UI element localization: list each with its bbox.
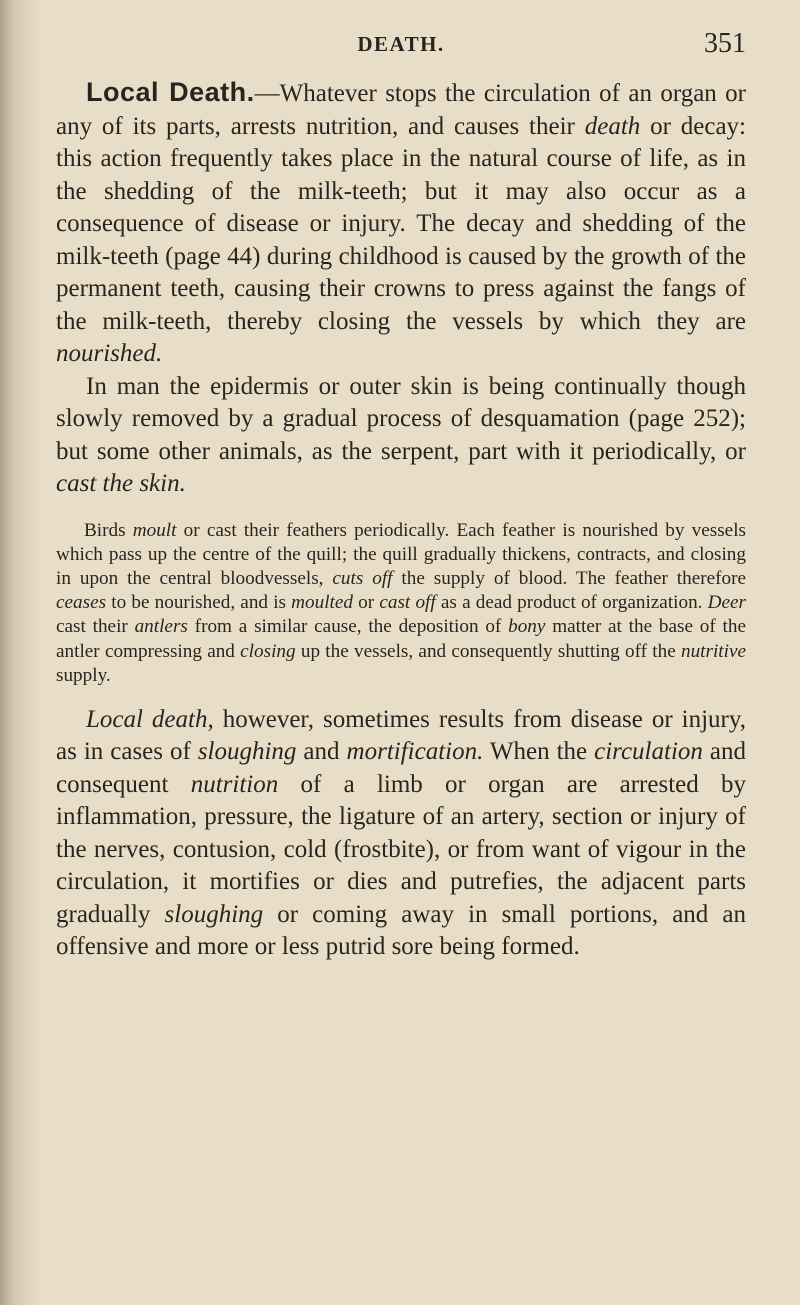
- text-span: cast their: [56, 616, 135, 638]
- text-span: supply.: [56, 664, 111, 686]
- page-number: 351: [704, 28, 746, 59]
- paragraph-local-death: [56, 76, 746, 371]
- italic-span: nourished.: [56, 340, 163, 367]
- italic-span: bony: [508, 616, 546, 638]
- text-span: as a dead product of organization.: [435, 592, 708, 614]
- text-span: and consequent: [56, 738, 746, 798]
- text-span: Birds: [84, 519, 133, 541]
- italic-span: Deer: [707, 592, 747, 614]
- italic-span: moult: [132, 519, 177, 541]
- text-span: and: [296, 738, 347, 766]
- paragraph-birds-moult: [56, 519, 746, 688]
- text-span: to be nourished, and is: [106, 592, 292, 614]
- italic-span: Local death,: [86, 705, 214, 733]
- italic-span: antlers: [134, 616, 188, 638]
- paragraph-local-death-disease: [56, 704, 746, 964]
- italic-span: cast off: [379, 592, 436, 614]
- italic-span: circulation: [594, 738, 703, 766]
- text-span: or decay: this action frequently takes place in the natural course of life, as in the shedding of the milk-teeth; but it may also occur as a consequence of disease or injury. The decay and shedding of the milk-teeth (page 44) during childhood is caused by the growth of the permanent teeth, causing their crowns to press against the fangs of the milk-teeth, thereby closing the vessels by which they are: [56, 112, 747, 335]
- italic-span: sloughing: [197, 738, 297, 766]
- text-span: of a limb or organ are arrested by inflammation, pressure, the ligature of an artery, section or injury of the nerves, contusion, cold (frostbite), or from want of vigour in the circulation, it mortifies or dies and putrefies, the adjacent parts gradually: [56, 770, 747, 928]
- italic-span: sloughing: [164, 900, 264, 928]
- text-span: from a similar cause, the deposition of: [187, 616, 509, 638]
- italic-span: moulted: [291, 592, 353, 614]
- text-span: or: [353, 592, 380, 614]
- paragraph-epidermis: [56, 371, 746, 501]
- italic-span: nutritive: [680, 640, 746, 662]
- text-span: or coming away in small portions, and an offensive and more or less putrid sore being formed.: [56, 900, 746, 961]
- text-span: —Whatever stops the circulation of an organ or any of its parts, arrests nutrition, and causes their: [56, 80, 746, 140]
- text-span: the supply of blood. The feather therefore: [392, 567, 747, 589]
- text-span: however, sometimes results from disease or injury, as in cases of: [56, 705, 746, 766]
- italic-span: closing: [240, 640, 296, 662]
- page-header: [56, 28, 746, 68]
- body-text: [56, 76, 746, 964]
- italic-span: death: [584, 112, 641, 140]
- italic-span: cuts off: [332, 567, 393, 589]
- italic-span: nutrition: [190, 770, 279, 798]
- text-span: or cast their feathers periodically. Each feather is nourished by vessels which pass up the centre of the quill; the quill gradually thickens, contracts, and closing in upon the central bloodvessels,: [56, 519, 746, 589]
- italic-span: ceases: [56, 592, 107, 614]
- text-span: When the: [483, 738, 595, 766]
- italic-span: cast the skin.: [56, 470, 186, 497]
- text-span: matter at the base of the antler compressing and: [56, 616, 746, 662]
- section-heading: Local Death.: [86, 77, 255, 107]
- text-span: up the vessels, and consequently shutting off the: [295, 640, 681, 662]
- text-span: In man the epidermis or outer skin is being continually though slowly removed by a gradual process of desquamation (page 252); but some other animals, as the serpent, part with it periodically, or: [56, 372, 746, 465]
- running-head: DEATH.: [357, 32, 445, 56]
- italic-span: mortification.: [346, 738, 484, 766]
